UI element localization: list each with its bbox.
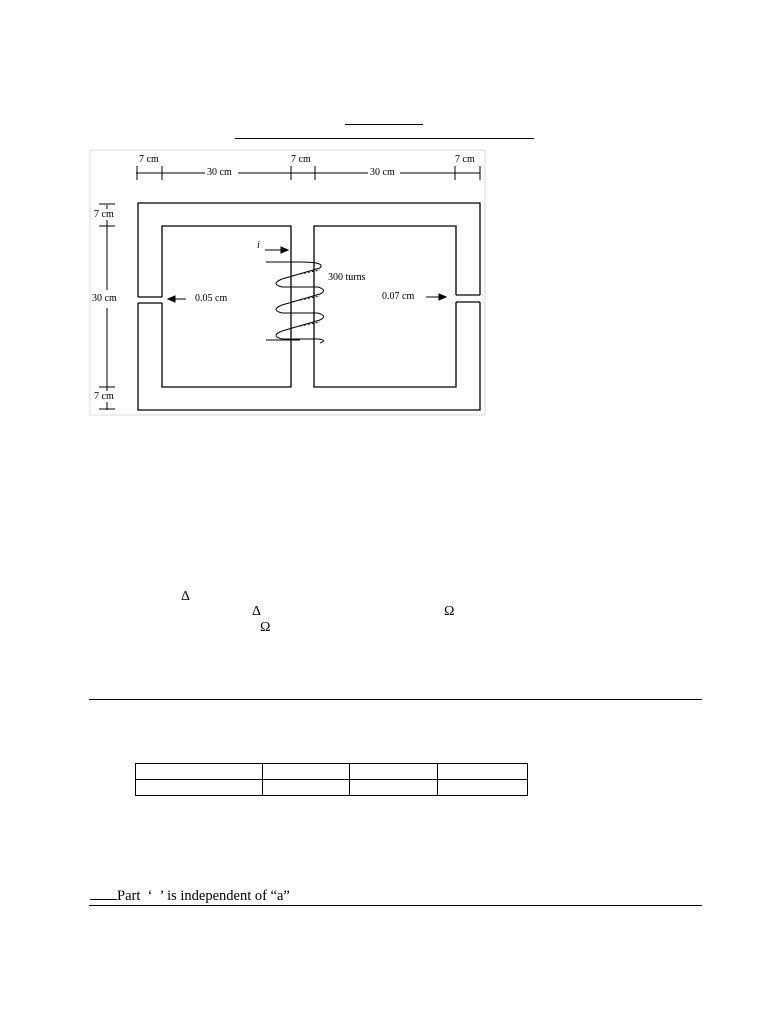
left-dimension-line xyxy=(99,204,115,410)
table-cell xyxy=(136,764,263,780)
coil-winding xyxy=(266,262,324,343)
table-cell xyxy=(350,780,438,796)
table-cell xyxy=(438,764,528,780)
dim-top-mid-right: 30 cm xyxy=(370,167,395,178)
delta-symbol: Δ xyxy=(252,604,262,619)
table-row xyxy=(136,780,528,796)
dim-top-center: 7 cm xyxy=(291,154,311,165)
table-cell xyxy=(263,764,350,780)
table-cell xyxy=(263,780,350,796)
magnetic-circuit-figure xyxy=(88,148,488,418)
data-table xyxy=(135,763,528,796)
turns-label: 300 turns xyxy=(328,272,366,283)
dim-top-left: 7 cm xyxy=(139,154,159,165)
answer-blank xyxy=(90,887,117,900)
section-divider xyxy=(89,699,702,700)
core-outline xyxy=(138,203,480,410)
title-long-rule xyxy=(235,138,534,139)
title-short-rule xyxy=(345,124,423,125)
footer-statement xyxy=(90,887,290,905)
dim-left-bottom: 7 cm xyxy=(94,391,114,402)
table-cell xyxy=(136,780,263,796)
current-label: i xyxy=(257,240,260,251)
table-row xyxy=(136,764,528,780)
left-gap-label: 0.05 cm xyxy=(195,293,228,304)
table-cell xyxy=(350,764,438,780)
dim-left-mid: 30 cm xyxy=(92,293,117,304)
right-gap-label: 0.07 cm xyxy=(382,291,415,302)
dim-top-mid-left: 30 cm xyxy=(207,167,232,178)
dim-left-top: 7 cm xyxy=(94,209,114,220)
footer-text: Part ‘ ’ is independent of “a” xyxy=(117,888,290,904)
dim-top-right: 7 cm xyxy=(455,154,475,165)
footer-rule xyxy=(89,905,702,906)
table-cell xyxy=(438,780,528,796)
omega-symbol: Ω xyxy=(444,604,455,619)
top-dimension-line xyxy=(136,166,480,180)
omega-symbol: Ω xyxy=(260,620,271,635)
delta-symbol: Δ xyxy=(181,589,191,604)
